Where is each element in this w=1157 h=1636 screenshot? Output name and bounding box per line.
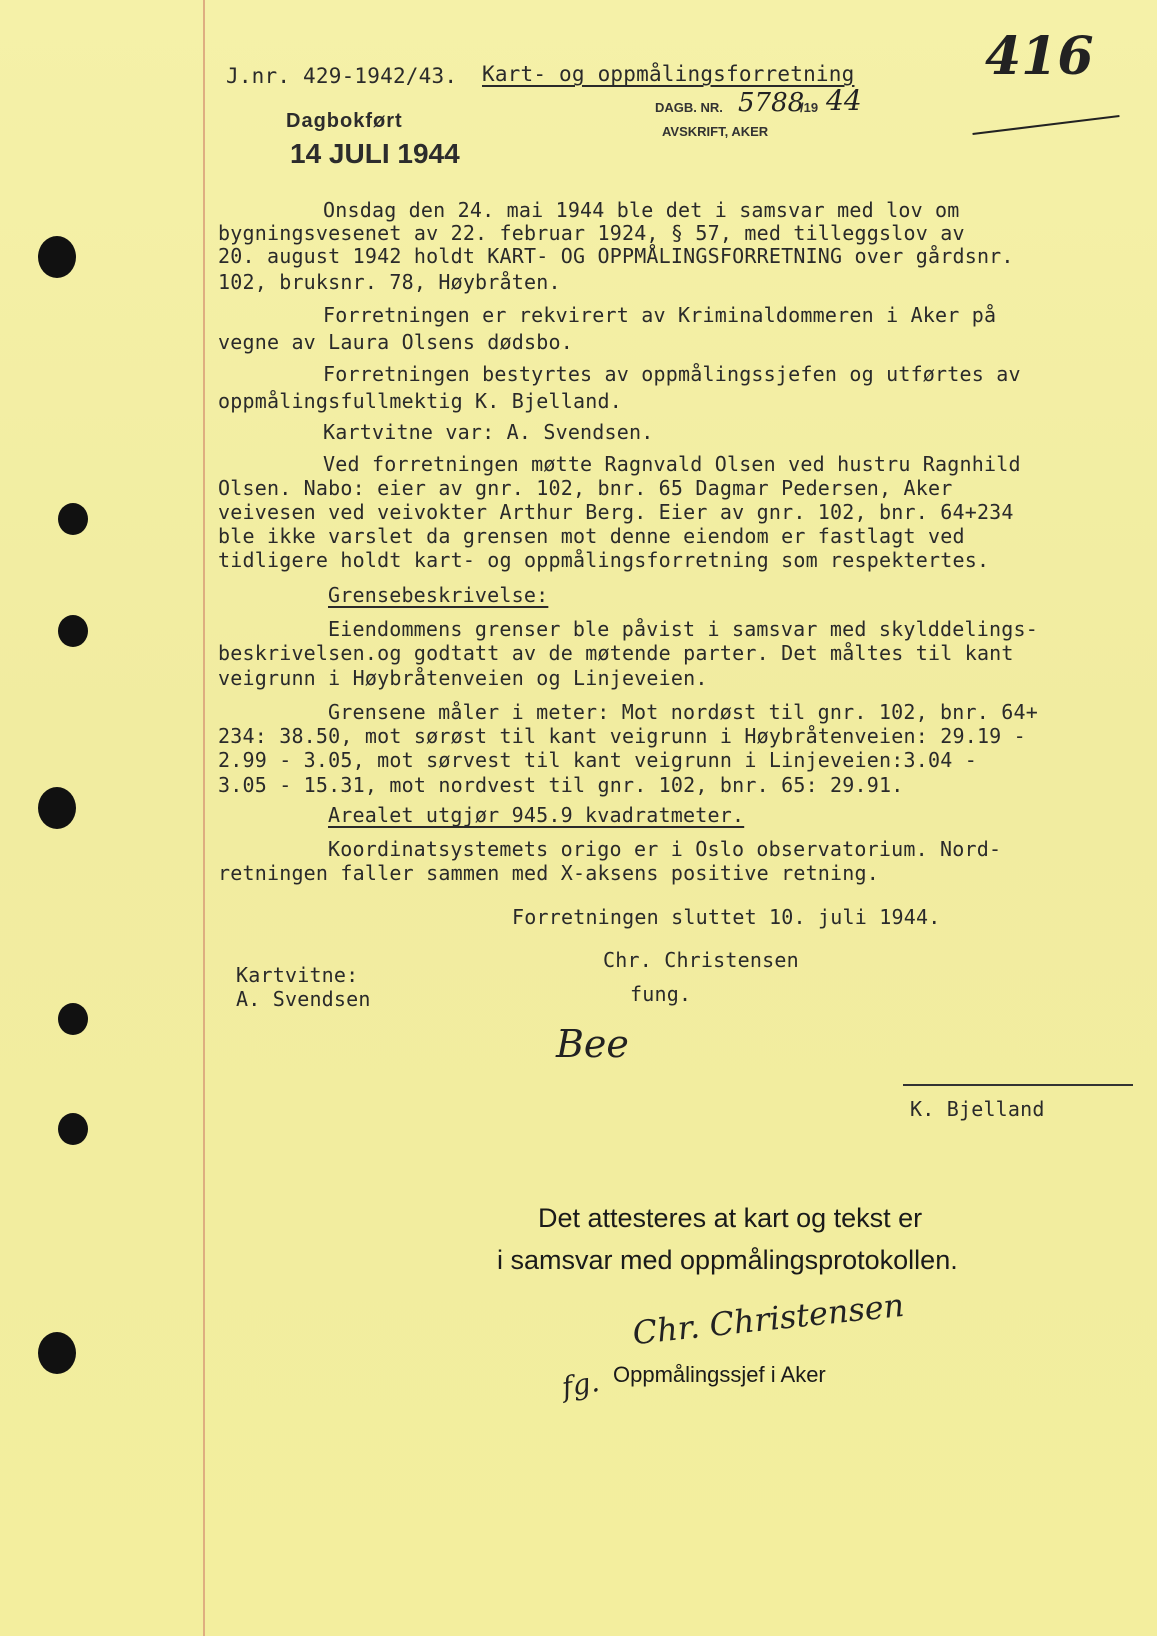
dagbok-number-label: DAGB. NR. (655, 100, 723, 115)
body-line: vegne av Laura Olsens dødsbo. (218, 330, 573, 354)
dagbokfort-date: 14 JULI 1944 (290, 138, 460, 169)
body-line: Kartvitne var: A. Svendsen. (323, 420, 654, 444)
body-line: Grensene måler i meter: Mot nordøst til gnr. 102, bnr. 64+ (328, 700, 1038, 724)
attestation-prefix: fg. (559, 1365, 602, 1404)
body-line: Ved forretningen møtte Ragnvald Olsen ved hustru Ragnhild (323, 452, 1021, 476)
body-line: retningen faller sammen med X-aksens positive retning. (218, 861, 880, 885)
body-line: Forretningen bestyrtes av oppmålingssjefen og utførtes av (323, 362, 1021, 386)
body-line: 102, bruksnr. 78, Høybråten. (218, 270, 561, 294)
dagbok-year-prefix: /19 (800, 100, 819, 115)
margin-rule (203, 0, 205, 1636)
attestation-title: Oppmålingssjef i Aker (613, 1362, 826, 1387)
body-line: veigrunn i Høybråtenveien og Linjeveien. (218, 666, 708, 690)
punch-hole (58, 1003, 88, 1035)
body-line: tidligere holdt kart- og oppmålingsforretning som respektertes. (218, 548, 990, 572)
journal-number: J.nr. 429-1942/43. (226, 64, 458, 88)
body-line: 20. august 1942 holdt KART- OG OPPMÅLINGSFORRETNING over gårdsnr. (218, 244, 1014, 268)
signature-line (903, 1084, 1133, 1086)
punch-hole (58, 615, 88, 647)
body-line: 234: 38.50, mot sørøst til kant veigrunn i Høybråtenveien: 29.19 - (218, 724, 1026, 748)
body-line: beskrivelsen.og godtatt av de møtende parter. Det måltes til kant (218, 641, 1014, 665)
closing-line: Forretningen sluttet 10. juli 1944. (512, 905, 941, 929)
body-line: veivesen ved veivokter Arthur Berg. Eier av gnr. 102, bnr. 64+234 (218, 500, 1014, 524)
dagbokfort-label: Dagbokført (286, 110, 403, 132)
punch-hole (38, 787, 76, 829)
attestation-line-1: Det attesteres at kart og tekst er (538, 1203, 923, 1233)
body-line: bygningsvesenet av 22. februar 1924, § 57, med tilleggslov av (218, 221, 965, 245)
body-line: oppmålingsfullmektig K. Bjelland. (218, 389, 622, 413)
body-line: Olsen. Nabo: eier av gnr. 102, bnr. 65 Dagmar Pedersen, Aker (218, 476, 953, 500)
folio-number: 416 (985, 26, 1094, 87)
body-line: Eiendommens grenser ble påvist i samsvar med skylddelings- (328, 617, 1038, 641)
punch-hole (38, 1332, 76, 1374)
attestation-line-2: i samsvar med oppmålingsprotokollen. (497, 1245, 958, 1275)
body-line: 3.05 - 15.31, mot nordvest til gnr. 102, bnr. 65: 29.91. (218, 773, 904, 797)
body-line: Forretningen er rekvirert av Kriminaldommeren i Aker på (323, 303, 997, 327)
body-line: Onsdag den 24. mai 1944 ble det i samsvar med lov om (323, 198, 960, 222)
punch-hole (38, 236, 76, 278)
avskrift-stamp: AVSKRIFT, AKER (662, 124, 769, 139)
body-line: ble ikke varslet da grensen mot denne eiendom er fastlagt ved (218, 524, 965, 548)
body-line: Koordinatsystemets origo er i Oslo observatorium. Nord- (328, 837, 1002, 861)
dagbok-year: 44 (826, 84, 862, 117)
punch-hole (58, 1113, 88, 1145)
folio-underline (972, 115, 1119, 135)
attestation-signature: Chr. Christensen (630, 1285, 906, 1353)
area-statement: Arealet utgjør 945.9 kvadratmeter. (328, 803, 745, 827)
body-line: 2.99 - 3.05, mot sørvest til kant veigrunn i Linjeveien:3.04 - (218, 748, 977, 772)
punch-hole (58, 503, 88, 535)
section-heading: Grensebeskrivelse: (328, 583, 549, 607)
witness-label: Kartvitne: (236, 963, 359, 987)
witness-name: A. Svendsen (236, 987, 371, 1011)
surveyor-name: K. Bjelland (910, 1097, 1045, 1121)
document-title: Kart- og oppmålingsforretning (482, 62, 855, 86)
initials-signature: Bee (556, 1022, 629, 1066)
dagbok-number-value: 5788 (738, 88, 805, 118)
signer-role: fung. (630, 982, 692, 1006)
signer-name: Chr. Christensen (603, 948, 799, 972)
